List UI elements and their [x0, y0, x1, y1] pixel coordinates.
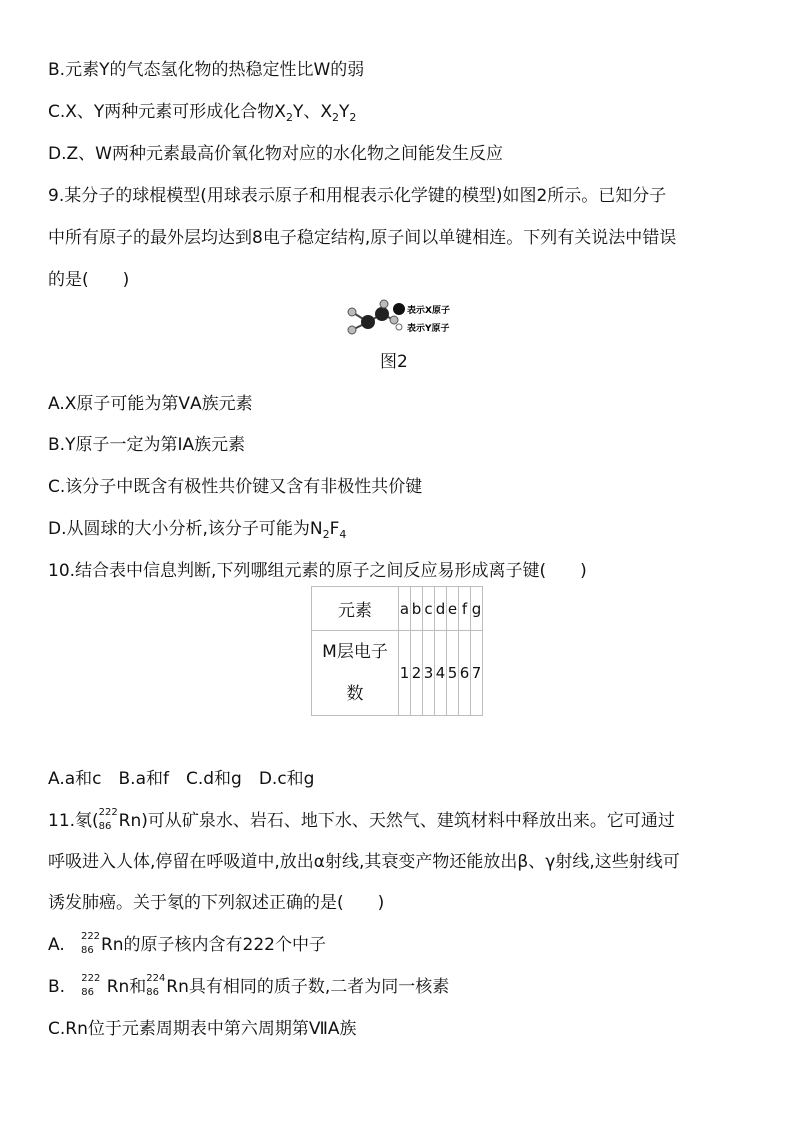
q9-option-a: A.X原子可能为第ⅤA族元素: [48, 394, 253, 414]
element-e: e: [447, 587, 459, 631]
value-e: 5: [447, 631, 459, 716]
table-header-row: [312, 587, 483, 631]
q11-stem-1: [48, 809, 675, 833]
q11-option-a: [48, 933, 326, 957]
q11b-mid: Rn和: [101, 977, 147, 997]
value-g: 7: [471, 631, 483, 716]
q9-option-d: [48, 517, 346, 547]
header-label: 元素: [312, 587, 399, 631]
q8c-mid: Y、X: [292, 102, 332, 122]
value-c: 3: [423, 631, 435, 716]
option-label: A.: [48, 935, 65, 955]
subscript: 2: [331, 111, 339, 124]
symbol: Rn: [100, 935, 124, 955]
subscript: 2: [322, 528, 330, 541]
atomic-number: 86: [98, 821, 112, 832]
table-row: [312, 631, 483, 716]
q9d-prefix: D.从圆球的大小分析,该分子可能为N: [48, 519, 323, 539]
q10-options: A.a和c B.a和f C.d和g D.c和g: [48, 769, 315, 789]
q11-stem-3: 诱发肺癌。关于氡的下列叙述正确的是( ): [48, 893, 385, 913]
atomic-number: 86: [81, 987, 95, 998]
element-b: b: [411, 587, 423, 631]
subscript: 4: [339, 528, 347, 541]
y-atom: [390, 316, 398, 324]
element-c: c: [423, 587, 435, 631]
atomic-number: 86: [146, 987, 160, 998]
legend-y-marker: [396, 324, 402, 330]
line-8b: B.元素Y的气态氢化物的热稳定性比W的弱: [48, 60, 365, 80]
symbol: Rn: [118, 811, 142, 831]
q9-option-b: B.Y原子一定为第ⅠA族元素: [48, 435, 246, 455]
y-atom: [348, 308, 356, 316]
value-d: 4: [435, 631, 447, 716]
q11-option-b: [48, 975, 449, 999]
legend-x-marker: [393, 303, 405, 315]
line-9-stem-1: 9.某分子的球棍模型(用球表示原子和用棍表示化学键的模型)如图2所示。已知分子: [48, 186, 667, 206]
atomic-number: 86: [80, 945, 94, 956]
row-label-line-1: M层电子: [322, 642, 388, 662]
q11-stem-2: 呼吸进入人体,停留在呼吸道中,放出α射线,其衰变产物还能放出β、γ射线,这些射线可: [48, 852, 680, 872]
y-atom: [348, 326, 356, 334]
nuclide: [81, 975, 101, 999]
nuclide: [99, 809, 119, 833]
q11-option-c: C.Rn位于元素周期表中第六周期第ⅦA族: [48, 1019, 357, 1039]
q10-stem: 10.结合表中信息判断,下列哪组元素的原子之间反应易形成离子键( ): [48, 561, 587, 581]
q8c-y: Y: [338, 102, 350, 122]
subscript: 2: [285, 111, 293, 124]
q9-option-c: C.该分子中既含有极性共价键又含有非极性共价键: [48, 477, 423, 497]
row-label: [312, 631, 399, 716]
element-f: f: [459, 587, 471, 631]
line-8c: [48, 100, 356, 130]
figure-caption: 图2: [380, 352, 408, 372]
element-a: a: [399, 587, 411, 631]
element-d: d: [435, 587, 447, 631]
element-g: g: [471, 587, 483, 631]
legend-y-label: 表示Y原子: [407, 324, 450, 334]
line-8d: D.Z、W两种元素最高价氧化物对应的水化物之间能发生反应: [48, 144, 503, 164]
q11b-text: 具有相同的质子数,二者为同一核素: [188, 977, 450, 997]
symbol: Rn: [166, 977, 189, 997]
value-a: 1: [399, 631, 411, 716]
subscript: 2: [349, 111, 357, 124]
q8c-prefix: C.X、Y两种元素可形成化合物X: [48, 102, 286, 122]
value-b: 2: [411, 631, 423, 716]
x-atom: [361, 315, 375, 329]
row-label-line-2: 数: [346, 684, 364, 704]
mass-number: 222: [98, 807, 118, 818]
q11-post: )可从矿泉水、岩石、地下水、天然气、建筑材料中释放出来。它可通过: [141, 811, 675, 831]
q11a-text: 的原子核内含有222个中子: [123, 935, 326, 955]
electron-table: [311, 586, 483, 716]
q9d-f: F: [329, 519, 340, 539]
line-9-stem-3: 的是( ): [48, 270, 130, 290]
q11-pre: 11.氡(: [48, 811, 99, 831]
value-f: 6: [459, 631, 471, 716]
mass-number: 222: [81, 973, 101, 984]
y-atom: [380, 300, 388, 308]
mass-number: 222: [80, 931, 101, 942]
ball-stick-model: [332, 296, 472, 340]
legend-x-label: 表示X原子: [407, 306, 450, 316]
line-9-stem-2: 中所有原子的最外层均达到8电子稳定结构,原子间以单键相连。下列有关说法中错误: [48, 228, 677, 248]
mass-number: 224: [146, 973, 166, 984]
option-label: B.: [48, 977, 66, 997]
nuclide: [146, 975, 166, 999]
nuclide: [81, 933, 101, 957]
x-atom: [375, 307, 389, 321]
